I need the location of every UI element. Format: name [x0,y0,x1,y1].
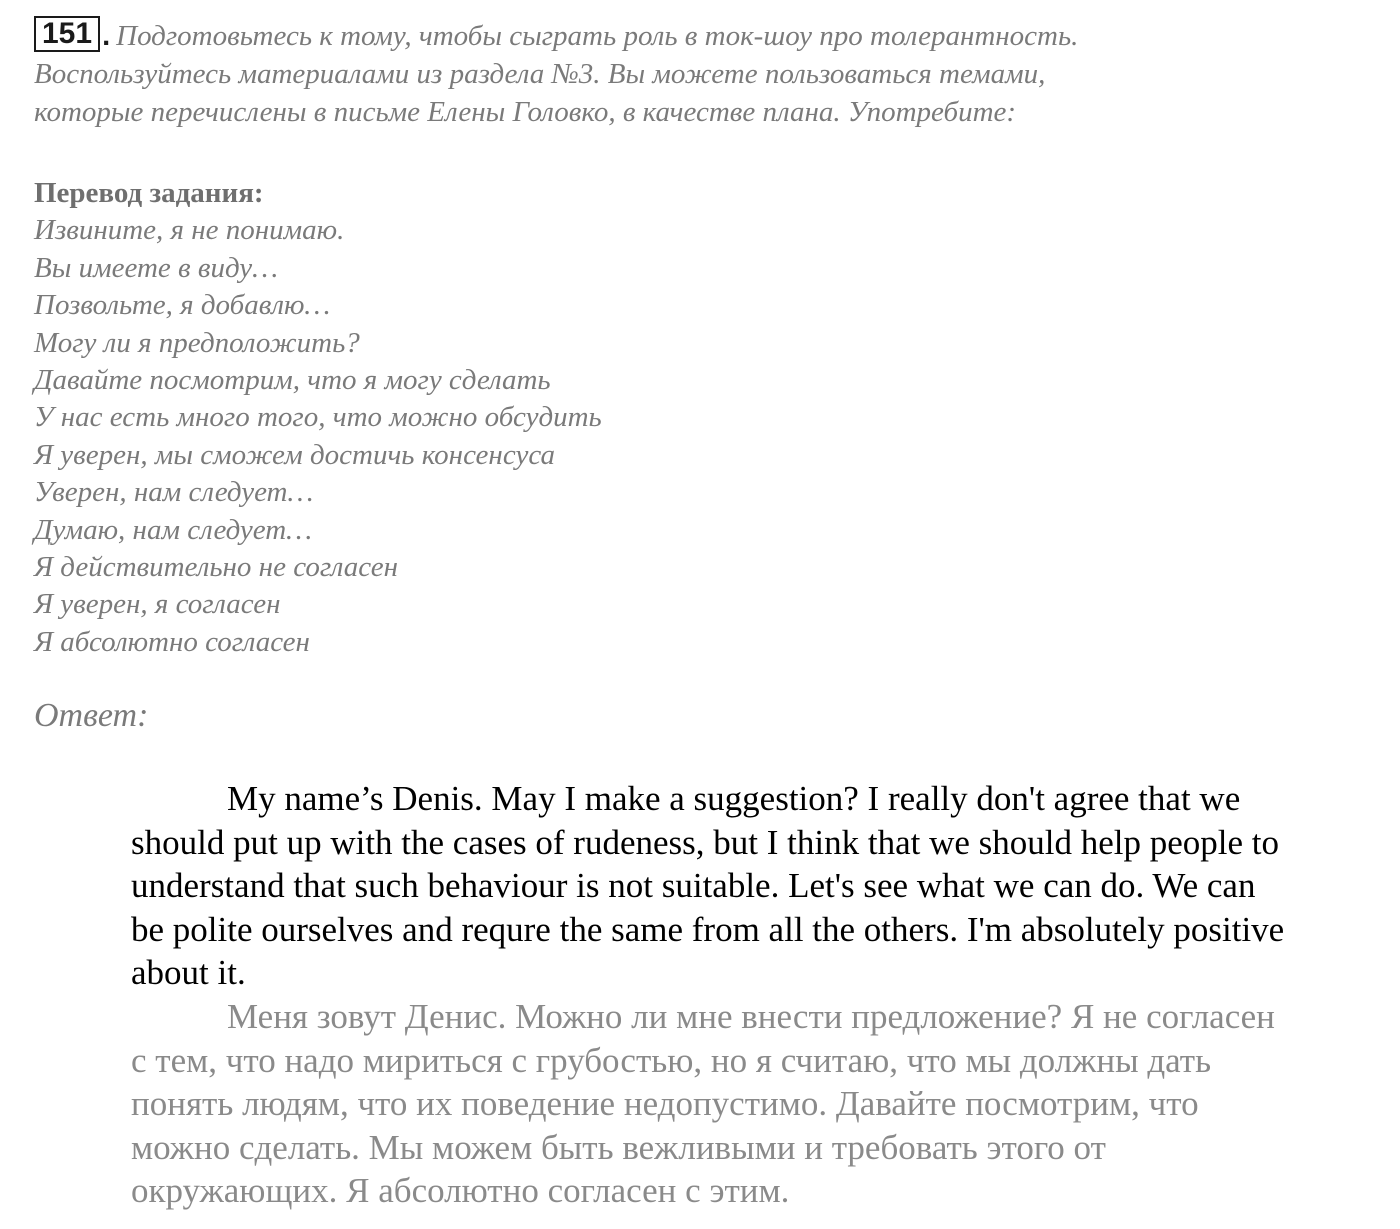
task-line: которые перечислены в письме Елены Головко, в качестве плана. Употребите: [34,96,1017,128]
answer-russian-paragraph: Меня зовут Денис. Можно ли мне внести предложение? Я не согласен с тем, что надо мириться с грубостью, но я считаю, что мы должны дать понять людям, что их поведение недопустимо. Давайте посмотрим, что можно сделать. Мы можем быть вежливыми и требовать этого от окружающих. Я абсолютно согласен с этим. [131,996,1275,1211]
task-statement [34,16,1374,131]
phrase-item: Я действительно не согласен [34,551,399,584]
translation-heading: Перевод задания: [34,177,264,209]
task-line [34,16,1374,55]
task-number-badge: 151 [34,16,100,52]
task-line: Воспользуйтесь материалами из раздела №3. Вы можете пользоваться темами, [34,58,1046,90]
phrase-item: У нас есть много того, что можно обсудить [34,401,602,434]
phrase-item: Я абсолютно согласен [34,625,310,658]
phrase-item: Я уверен, я согласен [34,588,281,621]
task-line-text: Подготовьтесь к тому, чтобы сыграть роль в ток-шоу про толерантность. [116,20,1079,52]
phrase-item: Могу ли я предположить? [34,326,360,359]
phrase-item: Уверен, нам следует… [34,476,314,509]
phrase-item: Извините, я не понимаю. [34,214,345,247]
phrase-item: Давайте посмотрим, что я могу сделать [34,364,551,397]
phrase-item: Я уверен, мы сможем достичь консенсуса [34,438,555,471]
phrase-item: Вы имеете в виду… [34,251,278,284]
phrase-item: Позвольте, я добавлю… [34,289,331,322]
answer-english-paragraph: My name’s Denis. May I make a suggestion? I really don't agree that we should put up with the cases of rudeness, but I think that we should help people to understand that such behaviour is not suitable. Let's see what we can do. We can be polite ourselves and requre the same from all the others. I'm absolutely positive about it. [131,779,1285,993]
task-translation [34,175,602,661]
task-number-dot: . [102,20,111,52]
answer-body [131,777,1291,1213]
answer-label: Ответ: [34,697,149,734]
phrase-item: Думаю, нам следует… [34,513,312,546]
